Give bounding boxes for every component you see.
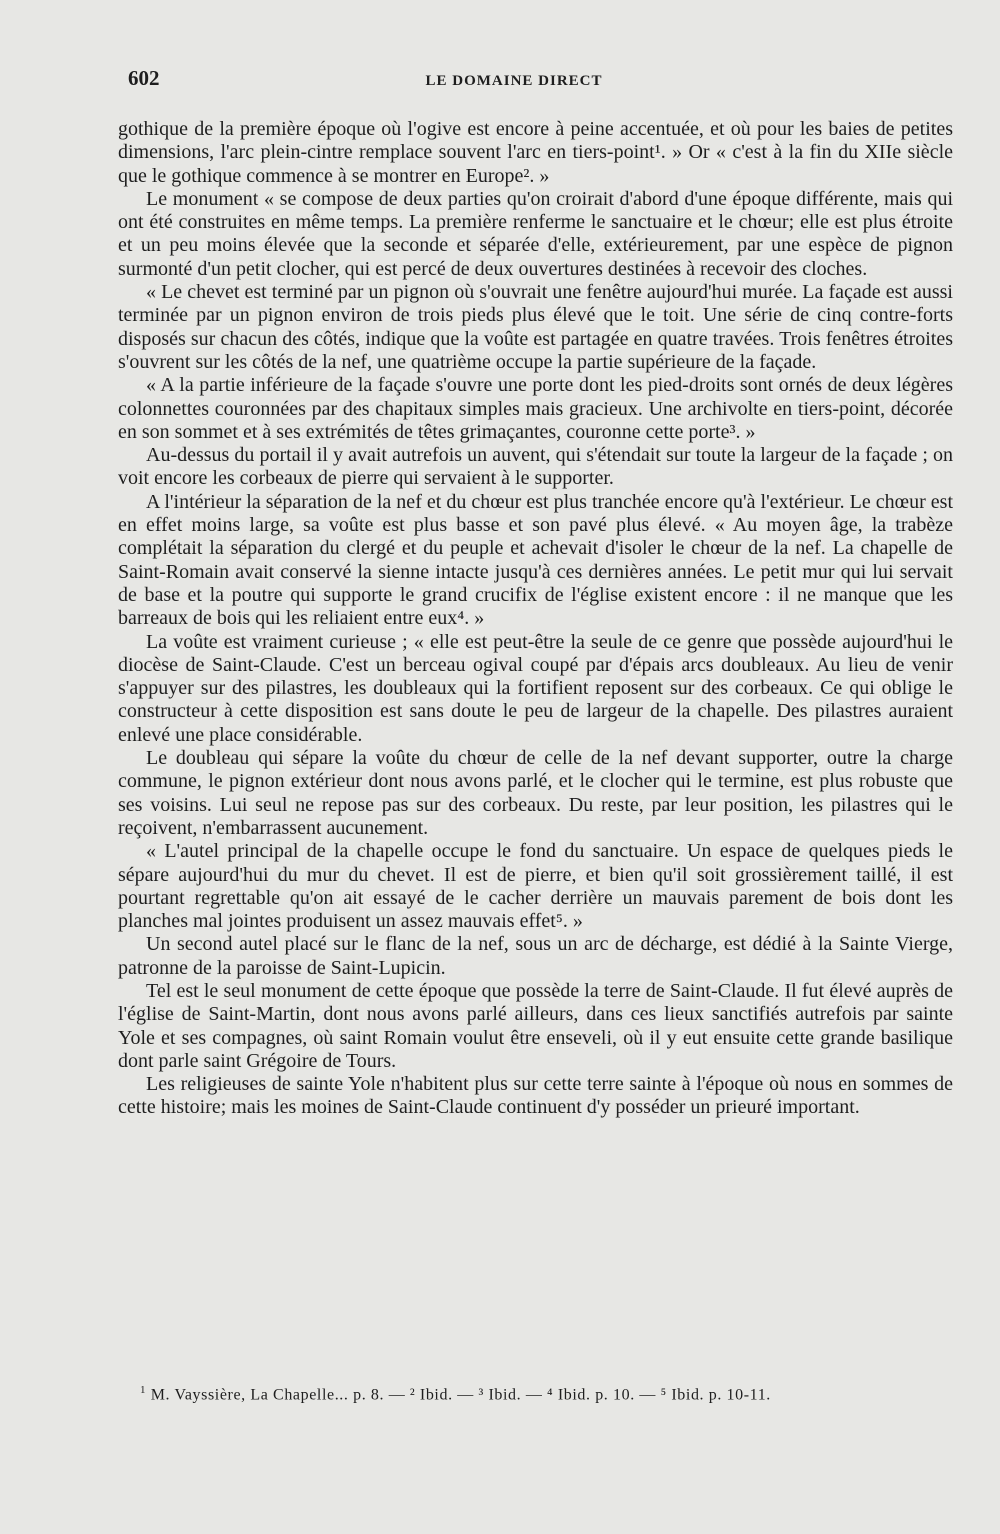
running-title: LE DOMAINE DIRECT: [425, 73, 603, 89]
paragraph: Au-dessus du portail il y avait autrefois un auvent, qui s'étendait sur toute la largeur de la façade ; on voit encore les corbeaux de pierre qui servaient à le supporter.: [118, 444, 953, 490]
paragraph: Les religieuses de sainte Yole n'habitent plus sur cette terre sainte à l'époque où nous en sommes de cette histoire; mais les moines de Saint-Claude continuent d'y posséder un prieuré important.: [118, 1073, 953, 1119]
paragraph: gothique de la première époque où l'ogive est encore à peine accentuée, et où pour les baies de petites dimensions, l'arc plein-cintre remplace souvent l'arc en tiers-point¹. » Or « c'est à la fin du XIIe siècle que le gothique commence à se montrer en Europe². »: [118, 118, 953, 187]
paragraph: « A la partie inférieure de la façade s'ouvre une porte dont les pied-droits sont ornés de deux légères colonnettes couronnées par des chapitaux simples mais gracieux. Une archivolte en tiers-point, décorée en son sommet et à ses extrémités de têtes grimaçantes, couronne cette porte³. »: [118, 374, 953, 443]
paragraph: Le doubleau qui sépare la voûte du chœur de celle de la nef devant supporter, outre la charge commune, le pignon extérieur dont nous avons parlé, et le clocher qui le termine, est plus robuste que ses voisins. Lui seul ne repose pas sur des corbeaux. Du reste, par leur position, les pilastres qui le reçoivent, n'embarrassent aucunement.: [118, 747, 953, 839]
page-number: 602: [128, 66, 160, 90]
paragraph: Le monument « se compose de deux parties qu'on croirait d'abord d'une époque différente, mais qui ont été construites en même temps. La première renferme le sanctuaire et le chœur; elle est plus étroite et un peu moins élevée que la seconde et séparée d'elle, extérieurement, par une espèce de pignon surmonté d'un petit clocher, qui est percé de deux ouvertures destinées à recevoir des cloches.: [118, 187, 953, 280]
running-head: [128, 66, 900, 96]
paragraph: La voûte est vraiment curieuse ; « elle est peut-être la seule de ce genre que possède aujourd'hui le diocèse de Saint-Claude. C'est un berceau ogival coupé par d'épais arcs doubleaux. Au lieu de venir s'appuyer sur des pilastres, les doubleaux qui la fortifient reposent sur des corbeaux. Ce qui oblige le constructeur à cette disposition est sans doute le peu de largeur de la chapelle. Des pilastres auraient enlevé une place considérable.: [118, 630, 953, 746]
footnotes: [140, 1384, 940, 1404]
paragraph: A l'intérieur la séparation de la nef et du chœur est plus tranchée encore qu'à l'extérieur. Le chœur est en effet moins large, sa voûte est plus basse et son pavé plus élevé. « Au moyen âge, la trabèze complétait la séparation du clergé et du peuple et achevait d'isoler le chœur de la nef. La chapelle de Saint-Romain avait conservé la sienne intacte jusqu'à ces dernières années. Le petit mur qui lui servait de base et la poutre qui supporte le grand crucifix de l'église existent encore : il ne manque que les barreaux de bois qui les reliaient entre eux⁴. »: [118, 490, 953, 630]
paragraph: Tel est le seul monument de cette époque que possède la terre de Saint-Claude. Il fut élevé auprès de l'église de Saint-Martin, dont nous avons parlé ailleurs, dans ces lieux sanctifiés autrefois par sainte Yole et ses compagnes, où saint Romain voulut être enseveli, où il y eut ensuite cette grande basilique dont parle saint Grégoire de Tours.: [118, 979, 953, 1072]
paragraph: « Le chevet est terminé par un pignon où s'ouvrait une fenêtre aujourd'hui murée. La façade est aussi terminée par un pignon environ de trois pieds plus élevé que le toit. Une série de cinq contre-forts disposés sur chacun des côtés, indique que la voûte est partagée en quatre travées. Trois fenêtres étroites s'ouvrent sur les côtés de la nef, une quatrième occupe la partie supérieure de la façade.: [118, 281, 953, 373]
body-text: [118, 118, 953, 1120]
footnote-text: M. Vayssière, La Chapelle... p. 8. — ² Ibid. — ³ Ibid. — ⁴ Ibid. p. 10. — ⁵ Ibid. p. 10-11.: [150, 1386, 771, 1404]
paragraph: « L'autel principal de la chapelle occupe le fond du sanctuaire. Un espace de quelques pieds le sépare aujourd'hui du mur du chevet. Il est de pierre, et bien qu'il soit grossièrement taillé, il est pourtant regrettable qu'on ait essayé de le cacher derrière un mauvais parement de bois dont les planches mal jointes produisent un assez mauvais effet⁵. »: [118, 840, 953, 933]
paragraph: Un second autel placé sur le flanc de la nef, sous un arc de décharge, est dédié à la Sainte Vierge, patronne de la paroisse de Saint-Lupicin.: [118, 933, 953, 979]
footnote-marker: 1: [140, 1384, 147, 1396]
